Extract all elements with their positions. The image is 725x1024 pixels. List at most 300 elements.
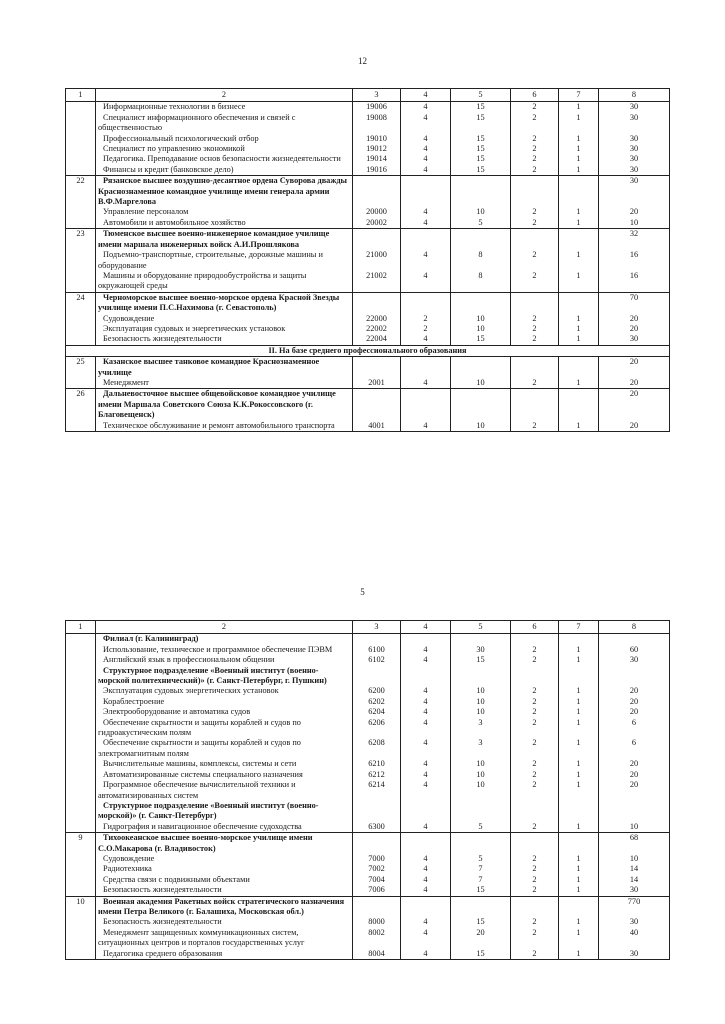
specialty-row [66, 928, 670, 949]
code-cell: 7004 [353, 875, 401, 885]
total-cell: 20 [599, 378, 670, 389]
years-cell [511, 801, 559, 822]
row-number [66, 113, 96, 134]
quota-per-year-cell: 5 [451, 218, 511, 229]
quota-per-year-cell: 7 [451, 864, 511, 874]
total-cell: 10 [599, 854, 670, 864]
quota-per-year-cell: 15 [451, 134, 511, 144]
years-cell: 2 [511, 697, 559, 707]
groups-cell: 1 [559, 134, 599, 144]
duration-cell: 4 [401, 854, 451, 864]
years-cell [511, 833, 559, 854]
row-number [66, 102, 96, 113]
groups-cell: 1 [559, 154, 599, 164]
row-number [66, 324, 96, 334]
total-cell: 30 [599, 134, 670, 144]
specialty-name: Управление персоналом [96, 207, 353, 217]
code-cell: 4001 [353, 421, 401, 432]
years-cell: 2 [511, 154, 559, 164]
total-cell: 30 [599, 144, 670, 154]
years-cell: 2 [511, 334, 559, 345]
column-header: 8 [599, 89, 670, 102]
total-cell: 14 [599, 875, 670, 885]
institution-name: Филиал (г. Калининград) [96, 634, 353, 645]
column-header: 2 [96, 89, 353, 102]
years-cell: 2 [511, 250, 559, 271]
table-header-row [66, 89, 670, 102]
code-cell [353, 634, 401, 645]
groups-cell [559, 896, 599, 917]
institution-row [66, 634, 670, 645]
duration-cell: 4 [401, 928, 451, 949]
column-header: 3 [353, 89, 401, 102]
duration-cell: 4 [401, 885, 451, 896]
row-number: 25 [66, 357, 96, 378]
years-cell: 2 [511, 134, 559, 144]
quota-per-year-cell: 10 [451, 324, 511, 334]
duration-cell: 4 [401, 738, 451, 759]
code-cell: 22004 [353, 334, 401, 345]
specialty-row [66, 324, 670, 334]
institution-name: Тихоокеанское высшее военно-морское училище имени С.О.Макарова (г. Владивосток) [96, 833, 353, 854]
groups-cell: 1 [559, 378, 599, 389]
code-cell: 20002 [353, 218, 401, 229]
groups-cell: 1 [559, 928, 599, 949]
total-cell: 20 [599, 207, 670, 217]
quota-per-year-cell: 15 [451, 165, 511, 176]
specialty-row [66, 718, 670, 739]
quota-per-year-cell: 10 [451, 697, 511, 707]
duration-cell: 4 [401, 655, 451, 665]
total-cell [599, 801, 670, 822]
code-cell: 8002 [353, 928, 401, 949]
specialty-row [66, 421, 670, 432]
years-cell [511, 634, 559, 645]
code-cell: 22000 [353, 314, 401, 324]
specialty-name: Судовождение [96, 314, 353, 324]
quota-per-year-cell: 8 [451, 250, 511, 271]
quota-per-year-cell [451, 896, 511, 917]
duration-cell [401, 389, 451, 421]
code-cell: 6212 [353, 770, 401, 780]
total-cell: 68 [599, 833, 670, 854]
years-cell: 2 [511, 917, 559, 927]
years-cell [511, 176, 559, 208]
years-cell: 2 [511, 324, 559, 334]
years-cell: 2 [511, 271, 559, 292]
quota-per-year-cell: 7 [451, 875, 511, 885]
duration-cell: 4 [401, 917, 451, 927]
years-cell: 2 [511, 102, 559, 113]
code-cell: 19012 [353, 144, 401, 154]
row-number [66, 875, 96, 885]
duration-cell: 4 [401, 707, 451, 717]
total-cell [599, 666, 670, 687]
quota-per-year-cell [451, 292, 511, 313]
years-cell: 2 [511, 378, 559, 389]
page-number-bottom: 5 [360, 587, 365, 597]
years-cell: 2 [511, 759, 559, 769]
code-cell: 21002 [353, 271, 401, 292]
specialty-name: Вычислительные машины, комплексы, системы и сети [96, 759, 353, 769]
total-cell: 6 [599, 718, 670, 739]
specialty-name: Техническое обслуживание и ремонт автомобильного транспорта [96, 421, 353, 432]
years-cell: 2 [511, 207, 559, 217]
specialty-name: Машины и оборудование природообустройства и защиты окружающей среды [96, 271, 353, 292]
duration-cell: 4 [401, 207, 451, 217]
specialty-name: Автоматизированные системы специального назначения [96, 770, 353, 780]
column-header: 4 [401, 89, 451, 102]
duration-cell: 4 [401, 165, 451, 176]
specialty-name: Использование, техническое и программное обеспечение ПЭВМ [96, 645, 353, 655]
duration-cell: 4 [401, 218, 451, 229]
specialty-name: Безопасность жизнедеятельности [96, 885, 353, 896]
specialty-row [66, 917, 670, 927]
duration-cell: 4 [401, 144, 451, 154]
years-cell: 2 [511, 738, 559, 759]
duration-cell: 4 [401, 421, 451, 432]
code-cell [353, 896, 401, 917]
total-cell: 20 [599, 357, 670, 378]
specialty-row [66, 949, 670, 960]
column-header: 5 [451, 621, 511, 634]
specialty-name: Гидрография и навигационное обеспечение судоходства [96, 822, 353, 833]
admission-table-page-12 [65, 88, 670, 432]
specialty-name: Обеспечение скрытности и защиты кораблей и судов по гидроакустическим полям [96, 718, 353, 739]
code-cell: 6206 [353, 718, 401, 739]
row-number [66, 134, 96, 144]
total-cell: 30 [599, 102, 670, 113]
years-cell [511, 229, 559, 250]
groups-cell: 1 [559, 759, 599, 769]
quota-per-year-cell [451, 357, 511, 378]
total-cell: 30 [599, 113, 670, 134]
total-cell: 16 [599, 250, 670, 271]
total-cell: 20 [599, 686, 670, 696]
institution-name: Черноморское высшее военно-морское ордена Красной Звезды училище имени П.С.Нахимова (г. Севастополь) [96, 292, 353, 313]
row-number [66, 645, 96, 655]
years-cell: 2 [511, 144, 559, 154]
quota-per-year-cell: 15 [451, 655, 511, 665]
groups-cell: 1 [559, 250, 599, 271]
code-cell: 6202 [353, 697, 401, 707]
specialty-row [66, 134, 670, 144]
code-cell [353, 292, 401, 313]
groups-cell: 1 [559, 645, 599, 655]
row-number [66, 738, 96, 759]
quota-per-year-cell: 15 [451, 113, 511, 134]
code-cell: 8004 [353, 949, 401, 960]
specialty-name: Судовождение [96, 854, 353, 864]
duration-cell [401, 176, 451, 208]
code-cell [353, 666, 401, 687]
years-cell: 2 [511, 707, 559, 717]
specialty-name: Информационные технологии в бизнесе [96, 102, 353, 113]
row-number [66, 271, 96, 292]
specialty-name: Автомобили и автомобильное хозяйство [96, 218, 353, 229]
row-number [66, 707, 96, 717]
groups-cell [559, 176, 599, 208]
quota-per-year-cell [451, 176, 511, 208]
years-cell: 2 [511, 645, 559, 655]
specialty-name: Эксплуатация судовых энергетических установок [96, 686, 353, 696]
quota-per-year-cell [451, 389, 511, 421]
specialty-row [66, 250, 670, 271]
column-header: 2 [96, 621, 353, 634]
total-cell: 20 [599, 324, 670, 334]
groups-cell: 1 [559, 314, 599, 324]
specialty-name: Специалист по управлению экономикой [96, 144, 353, 154]
total-cell: 20 [599, 707, 670, 717]
row-number [66, 218, 96, 229]
code-cell [353, 176, 401, 208]
years-cell [511, 292, 559, 313]
duration-cell: 4 [401, 271, 451, 292]
row-number [66, 655, 96, 665]
years-cell: 2 [511, 822, 559, 833]
institution-row [66, 896, 670, 917]
specialty-row [66, 875, 670, 885]
code-cell: 19016 [353, 165, 401, 176]
specialty-row [66, 378, 670, 389]
years-cell: 2 [511, 655, 559, 665]
table-header-row [66, 621, 670, 634]
row-number [66, 885, 96, 896]
specialty-name: Безопасность жизнедеятельности [96, 334, 353, 345]
duration-cell: 4 [401, 378, 451, 389]
groups-cell: 1 [559, 738, 599, 759]
duration-cell: 4 [401, 154, 451, 164]
total-cell: 6 [599, 738, 670, 759]
row-number [66, 421, 96, 432]
specialty-row [66, 154, 670, 164]
years-cell: 2 [511, 780, 559, 801]
years-cell: 2 [511, 875, 559, 885]
groups-cell: 1 [559, 113, 599, 134]
code-cell: 2001 [353, 378, 401, 389]
total-cell: 30 [599, 176, 670, 208]
years-cell: 2 [511, 928, 559, 949]
row-number [66, 686, 96, 696]
groups-cell: 1 [559, 885, 599, 896]
total-cell: 20 [599, 759, 670, 769]
code-cell: 19006 [353, 102, 401, 113]
quota-per-year-cell: 15 [451, 334, 511, 345]
quota-per-year-cell: 10 [451, 780, 511, 801]
duration-cell: 4 [401, 102, 451, 113]
row-number [66, 801, 96, 822]
duration-cell: 4 [401, 780, 451, 801]
groups-cell: 1 [559, 207, 599, 217]
groups-cell: 1 [559, 770, 599, 780]
row-number [66, 780, 96, 801]
total-cell: 40 [599, 928, 670, 949]
total-cell: 30 [599, 917, 670, 927]
duration-cell [401, 801, 451, 822]
code-cell: 7006 [353, 885, 401, 896]
code-cell: 6102 [353, 655, 401, 665]
specialty-row [66, 854, 670, 864]
row-number [66, 864, 96, 874]
duration-cell: 4 [401, 770, 451, 780]
specialty-name: Эксплуатация судовых и энергетических установок [96, 324, 353, 334]
duration-cell: 2 [401, 324, 451, 334]
institution-row [66, 292, 670, 313]
total-cell: 20 [599, 697, 670, 707]
row-number [66, 718, 96, 739]
total-cell: 10 [599, 218, 670, 229]
specialty-row [66, 822, 670, 833]
row-number [66, 917, 96, 927]
groups-cell: 1 [559, 697, 599, 707]
quota-per-year-cell [451, 833, 511, 854]
quota-per-year-cell: 5 [451, 854, 511, 864]
duration-cell: 4 [401, 822, 451, 833]
total-cell: 20 [599, 780, 670, 801]
institution-row [66, 801, 670, 822]
groups-cell: 1 [559, 718, 599, 739]
groups-cell [559, 801, 599, 822]
code-cell: 20000 [353, 207, 401, 217]
groups-cell: 1 [559, 421, 599, 432]
years-cell: 2 [511, 949, 559, 960]
specialty-name: Кораблестроение [96, 697, 353, 707]
specialty-name: Менеджмент [96, 378, 353, 389]
quota-per-year-cell: 10 [451, 707, 511, 717]
groups-cell: 1 [559, 875, 599, 885]
groups-cell: 1 [559, 271, 599, 292]
years-cell: 2 [511, 314, 559, 324]
column-header: 5 [451, 89, 511, 102]
quota-per-year-cell: 3 [451, 738, 511, 759]
institution-name: Структурное подразделение «Военный институт (военно-морской)» (г. Санкт-Петербург) [96, 801, 353, 822]
row-number: 22 [66, 176, 96, 208]
years-cell: 2 [511, 421, 559, 432]
specialty-row [66, 697, 670, 707]
duration-cell: 4 [401, 875, 451, 885]
groups-cell: 1 [559, 917, 599, 927]
groups-cell [559, 357, 599, 378]
specialty-name: Английский язык в профессиональном общении [96, 655, 353, 665]
years-cell: 2 [511, 718, 559, 739]
column-header: 6 [511, 89, 559, 102]
institution-name: Тюменское высшее военно-инженерное командное училище имени маршала инженерных войск А.И.Прошлякова [96, 229, 353, 250]
quota-per-year-cell: 10 [451, 378, 511, 389]
duration-cell [401, 634, 451, 645]
total-cell: 20 [599, 770, 670, 780]
duration-cell [401, 292, 451, 313]
quota-per-year-cell: 10 [451, 314, 511, 324]
specialty-name: Обеспечение скрытности и защиты кораблей и судов по электромагнитным полям [96, 738, 353, 759]
code-cell [353, 833, 401, 854]
quota-per-year-cell: 8 [451, 271, 511, 292]
groups-cell: 1 [559, 655, 599, 665]
groups-cell: 1 [559, 780, 599, 801]
institution-row [66, 357, 670, 378]
duration-cell: 4 [401, 134, 451, 144]
groups-cell: 1 [559, 218, 599, 229]
specialty-row [66, 218, 670, 229]
code-cell: 6214 [353, 780, 401, 801]
row-number [66, 822, 96, 833]
code-cell [353, 801, 401, 822]
quota-per-year-cell: 3 [451, 718, 511, 739]
specialty-row [66, 759, 670, 769]
total-cell: 30 [599, 655, 670, 665]
duration-cell: 4 [401, 759, 451, 769]
column-header: 1 [66, 89, 96, 102]
column-header: 7 [559, 89, 599, 102]
total-cell: 70 [599, 292, 670, 313]
specialty-row [66, 271, 670, 292]
specialty-row [66, 655, 670, 665]
specialty-row [66, 314, 670, 324]
groups-cell [559, 389, 599, 421]
row-number: 9 [66, 833, 96, 854]
column-header: 1 [66, 621, 96, 634]
groups-cell [559, 666, 599, 687]
duration-cell: 4 [401, 697, 451, 707]
years-cell: 2 [511, 218, 559, 229]
specialty-row [66, 207, 670, 217]
quota-per-year-cell: 15 [451, 154, 511, 164]
total-cell: 14 [599, 864, 670, 874]
duration-cell: 2 [401, 314, 451, 324]
code-cell: 19010 [353, 134, 401, 144]
specialty-name: Безопасность жизнедеятельности [96, 917, 353, 927]
duration-cell: 4 [401, 718, 451, 739]
column-header: 7 [559, 621, 599, 634]
groups-cell: 1 [559, 324, 599, 334]
quota-per-year-cell: 10 [451, 686, 511, 696]
groups-cell: 1 [559, 707, 599, 717]
groups-cell: 1 [559, 686, 599, 696]
row-number [66, 666, 96, 687]
specialty-name: Финансы и кредит (банковское дело) [96, 165, 353, 176]
total-cell: 30 [599, 885, 670, 896]
code-cell: 7000 [353, 854, 401, 864]
duration-cell: 4 [401, 686, 451, 696]
code-cell: 19014 [353, 154, 401, 164]
institution-name: Структурное подразделение «Военный институт (военно-морской политехнический)» (г. Санкт-Петербург, г. Пушкин) [96, 666, 353, 687]
specialty-row [66, 102, 670, 113]
years-cell: 2 [511, 113, 559, 134]
duration-cell: 4 [401, 864, 451, 874]
total-cell: 30 [599, 949, 670, 960]
column-header: 6 [511, 621, 559, 634]
column-header: 4 [401, 621, 451, 634]
groups-cell: 1 [559, 165, 599, 176]
duration-cell [401, 357, 451, 378]
row-number: 23 [66, 229, 96, 250]
code-cell: 6200 [353, 686, 401, 696]
years-cell: 2 [511, 885, 559, 896]
code-cell: 6210 [353, 759, 401, 769]
section-title: II. На базе среднего профессионального образования [66, 345, 670, 356]
specialty-row [66, 770, 670, 780]
years-cell: 2 [511, 864, 559, 874]
code-cell: 6300 [353, 822, 401, 833]
duration-cell: 4 [401, 949, 451, 960]
years-cell [511, 389, 559, 421]
quota-per-year-cell [451, 801, 511, 822]
quota-per-year-cell: 10 [451, 759, 511, 769]
quota-per-year-cell: 10 [451, 770, 511, 780]
code-cell: 22002 [353, 324, 401, 334]
years-cell [511, 666, 559, 687]
years-cell [511, 896, 559, 917]
row-number [66, 334, 96, 345]
